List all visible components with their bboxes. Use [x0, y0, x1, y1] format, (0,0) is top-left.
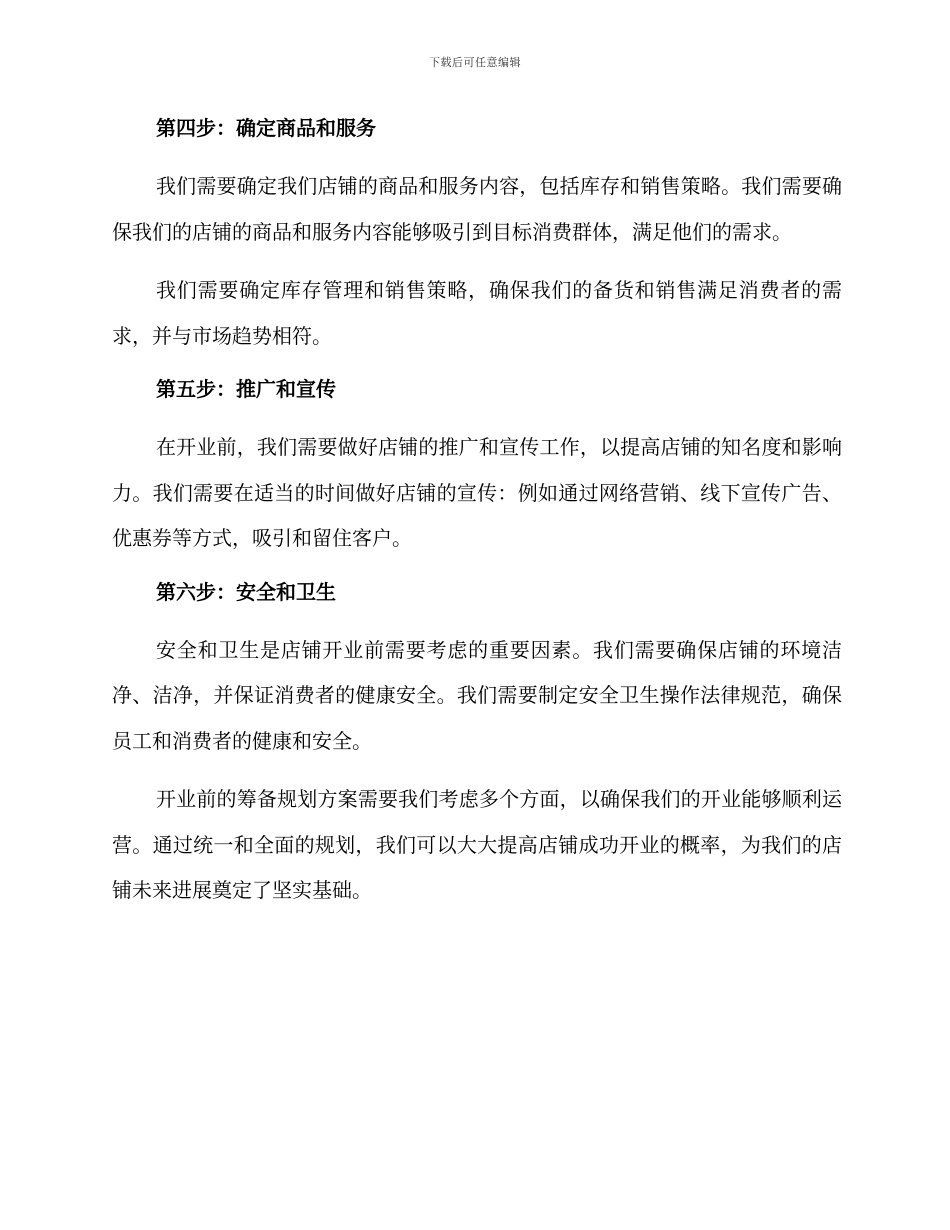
paragraph-step4-inventory: 我们需要确定库存管理和销售策略，确保我们的备货和销售满足消费者的需求，并与市场趋势相符。 [112, 278, 842, 348]
paragraph-conclusion: 开业前的筹备规划方案需要我们考虑多个方面，以确保我们的开业能够顺利运营。通过统一和全面的规划，我们可以大大提高店铺成功开业的概率，为我们的店铺未来进展奠定了坚实基础。 [112, 787, 842, 902]
header-note: 下载后可任意编辑 [429, 56, 521, 69]
paragraph-step6-safety: 安全和卫生是店铺开业前需要考虑的重要因素。我们需要确保店铺的环境洁净、洁净，并保证消费者的健康安全。我们需要制定安全卫生操作法律规范，确保员工和消费者的健康和安全。 [112, 637, 842, 753]
document-body [112, 112, 842, 914]
section-heading-step6: 第六步：安全和卫生 [156, 579, 336, 604]
section-heading-step4: 第四步：确定商品和服务 [156, 116, 376, 140]
section-heading-step5: 第五步：推广和宣传 [156, 377, 336, 401]
paragraph-step4-goods-services: 我们需要确定我们店铺的商品和服务内容，包括库存和销售策略。我们需要确保我们的店铺的商品和服务内容能够吸引到目标消费群体，满足他们的需求。 [112, 174, 842, 244]
paragraph-step5-promotion: 在开业前，我们需要做好店铺的推广和宣传工作，以提高店铺的知名度和影响力。我们需要在适当的时间做好店铺的宣传：例如通过网络营销、线下宣传广告、优惠券等方式，吸引和留住客户。 [112, 435, 842, 550]
